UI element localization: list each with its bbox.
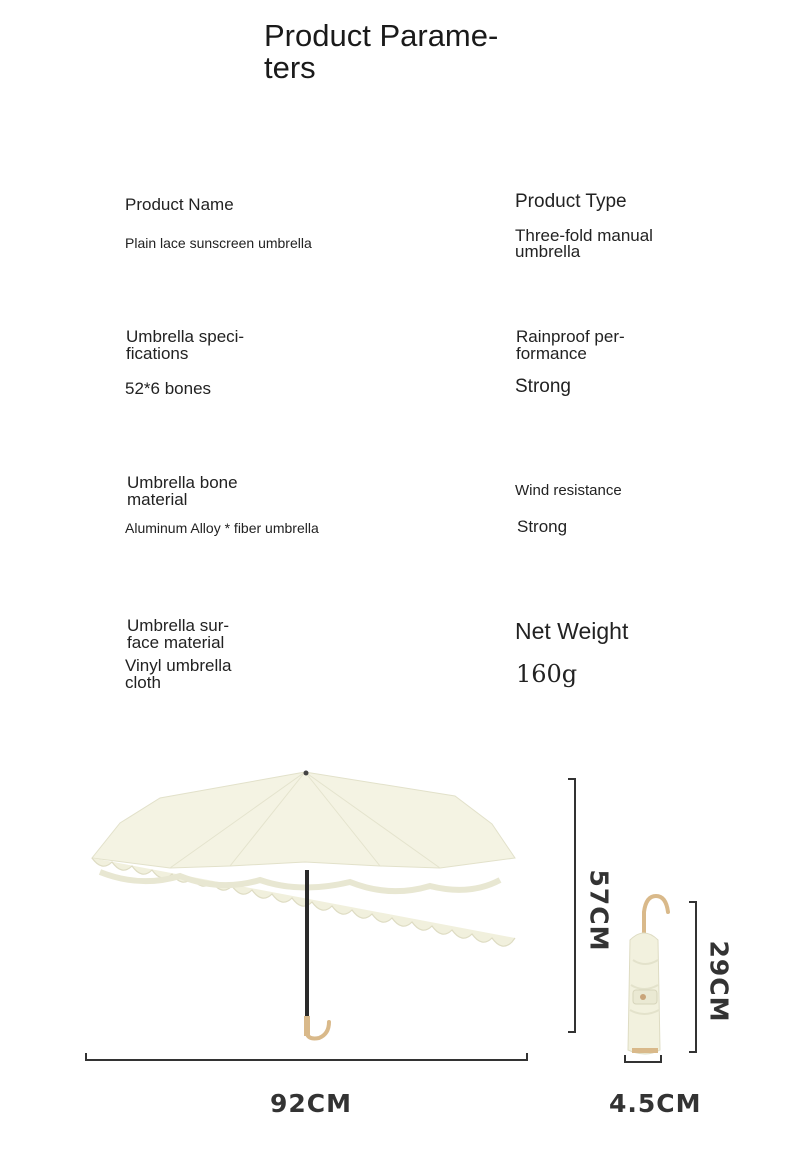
title-line-1: Product Parame- <box>264 18 499 53</box>
folded-diameter-label: 4.5CM <box>609 1089 702 1118</box>
wind-resistance-value: Strong <box>517 517 568 536</box>
folded-length-label: 29CM <box>704 940 734 1023</box>
surface-material-label-line-1: Umbrella sur- <box>127 616 230 635</box>
rainproof-label-line-2: formance <box>516 344 587 363</box>
bone-material-label-line-1: Umbrella bone <box>127 473 238 492</box>
product-type-label: Product Type <box>515 191 627 212</box>
folded-length-dimension-line <box>689 902 696 1052</box>
surface-material-label-line-2: face material <box>127 633 225 652</box>
net-weight-label: Net Weight <box>515 618 629 644</box>
surface-material-value-line-2: cloth <box>125 673 161 692</box>
surface-material-value-line-1: Vinyl umbrella <box>125 656 232 675</box>
open-width-dimension-line <box>86 1053 527 1060</box>
open-height-dimension-line <box>568 779 575 1032</box>
folded-umbrella <box>628 896 668 1054</box>
bone-material-value: Aluminum Alloy * fiber umbrella <box>125 520 319 536</box>
umbrella-spec-label-line-2: fications <box>126 344 189 363</box>
open-umbrella-canopy <box>92 771 515 947</box>
open-height-label: 57CM <box>584 869 614 952</box>
umbrella-spec-label-line-1: Umbrella speci- <box>126 327 245 346</box>
product-name-value: Plain lace sunscreen umbrella <box>125 235 312 251</box>
product-type-value-line-2: umbrella <box>515 242 581 261</box>
wind-resistance-label: Wind resistance <box>515 482 622 499</box>
rainproof-label-line-1: Rainproof per- <box>516 327 625 346</box>
net-weight-value: 160g <box>516 660 578 688</box>
product-name-label: Product Name <box>125 195 234 214</box>
bone-material-label-line-2: material <box>127 490 188 509</box>
product-type-value-line-1: Three-fold manual <box>515 226 653 245</box>
folded-diameter-dimension-line <box>625 1055 661 1062</box>
umbrella-spec-value: 52*6 bones <box>125 379 212 398</box>
open-width-label: 92CM <box>270 1089 353 1118</box>
rainproof-value: Strong <box>515 376 571 397</box>
title-line-2: ters <box>264 50 316 85</box>
open-umbrella-shaft <box>304 870 329 1039</box>
